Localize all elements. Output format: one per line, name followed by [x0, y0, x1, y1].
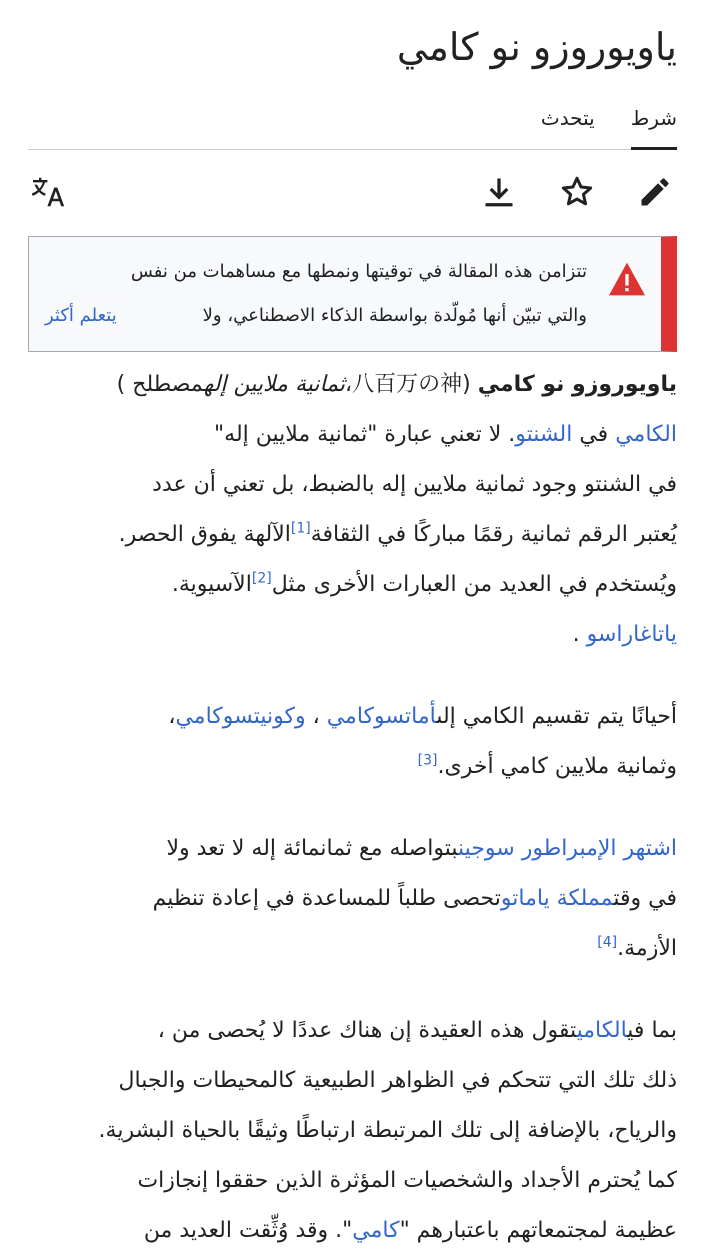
tab-talk[interactable]: يتحدث [540, 106, 595, 130]
text: ويُستخدم في العديد من العبارات الأخرى مثل [271, 572, 677, 597]
learn-more-link[interactable]: يتعلم أكثر [45, 305, 123, 326]
paragraph-2 [28, 692, 677, 792]
text: ، [345, 372, 353, 397]
text: ) [116, 372, 133, 397]
star-icon [559, 174, 595, 210]
paragraph-4 [28, 1006, 677, 1256]
text: تقول هذه العقيدة إن هناك عددًا لا يُحصى من [171, 1018, 577, 1043]
link-yamato-kingdom[interactable]: مملكة ياماتو [500, 886, 614, 911]
paragraph-line [28, 610, 677, 660]
paragraph-line [28, 510, 677, 560]
text: في وقت [613, 886, 677, 911]
link-shinto[interactable]: الشنتو [515, 422, 573, 447]
link-emperor-sujin[interactable]: اشتهر الإمبراطور سوجين [458, 836, 677, 861]
paragraph-line: والرياح، بالإضافة إلى تلك المرتبطة ارتباطًا وثيقًا بالحياة البشرية. [98, 1118, 677, 1143]
notice-fade [121, 301, 161, 331]
paragraph-line [28, 410, 677, 460]
edit-icon [637, 174, 673, 210]
page-tabs [28, 100, 677, 150]
text: ، [157, 1018, 172, 1043]
paragraph-line: في الشنتو وجود ثمانية ملايين إله بالضبط، بل تعني أن عدد [152, 472, 677, 497]
link-kami[interactable]: كامي [352, 1218, 400, 1243]
link-yatagarasu[interactable]: ياتاغاراسو [586, 622, 677, 647]
paragraph-line [28, 1206, 677, 1256]
text: أحيانًا يتم تقسيم الكامي إلى [436, 704, 677, 729]
reference-2[interactable]: [2] [251, 570, 272, 587]
paragraph-line [28, 692, 677, 742]
page-title: ياويوروزو نو كامي [396, 25, 677, 69]
reference-1[interactable]: [1] [290, 520, 311, 537]
text: ". وقد وُثِّقت العديد من [143, 1218, 353, 1243]
link-kunitsukami[interactable]: وكونيتسوكامي [175, 704, 306, 729]
language-button[interactable] [28, 172, 68, 212]
notice-text-line-2: والتي تبيّن أنها مُولّدة بواسطة الذكاء الاصطناعي، ولا [202, 305, 587, 326]
paragraph-line [28, 560, 677, 610]
text: الآلهة يفوق الحصر. [118, 522, 291, 547]
text: في [579, 422, 609, 447]
reference-4[interactable]: [4] [597, 934, 618, 951]
text: تحصى طلباً للمساعدة في إعادة تنظيم [152, 886, 501, 911]
text: الآسيوية. [171, 572, 252, 597]
paragraph-line [28, 360, 677, 410]
text: بتواصله مع ثمانمائة إله لا تعد ولا [166, 836, 459, 861]
paragraph-line [28, 874, 677, 924]
paragraph-line [28, 824, 677, 874]
paragraph-line: ذلك تلك التي تتحكم في الظواهر الطبيعية كالمحيطات والجبال [118, 1068, 677, 1093]
paragraph-line: كما يُحترم الأجداد والشخصيات المؤثرة الذين حققوا إنجازات [137, 1168, 677, 1193]
text: . لا تعني عبارة "ثمانية ملايين إله" [214, 422, 516, 447]
warning-icon [607, 261, 647, 297]
text: يُعتبر الرقم ثمانية رقمًا مباركًا في الثقافة [310, 522, 677, 547]
article-subject: ياويوروزو نو كامي [477, 372, 677, 397]
link-kami[interactable]: الكامي [615, 422, 677, 447]
paragraph-line [28, 924, 677, 974]
paragraph-line [28, 742, 677, 792]
text: مصطلح [132, 372, 204, 397]
text: الأزمة. [617, 936, 677, 961]
download-icon [481, 174, 517, 210]
download-button[interactable] [479, 172, 519, 212]
link-amatsukami[interactable]: أماتسوكامي [326, 704, 437, 729]
link-kami[interactable]: الكامي [576, 1018, 628, 1043]
translation-italic: ثمانية ملايين إله [203, 372, 346, 397]
kanji-term: 八百万の神 [352, 372, 463, 397]
text: ، [168, 704, 176, 729]
text: عظيمة لمجتمعاتهم باعتبارهم " [399, 1218, 677, 1243]
text: ( [462, 372, 478, 397]
text: . [572, 622, 587, 647]
text: وثمانية ملايين كامي أخرى. [437, 754, 677, 779]
article-body [28, 360, 677, 1256]
translate-icon [30, 174, 66, 210]
text: ، [305, 704, 327, 729]
notice-text-line-1: تتزامن هذه المقالة في توقيتها ونمطها مع مساهمات من نفس [130, 261, 587, 282]
reference-3[interactable]: [3] [417, 752, 438, 769]
ai-warning-notice [28, 236, 677, 352]
tab-article[interactable]: شرط [631, 100, 677, 149]
edit-button[interactable] [635, 172, 675, 212]
text: بما في [627, 1018, 677, 1043]
paragraph-line [28, 1006, 677, 1056]
watch-button[interactable] [557, 172, 597, 212]
paragraph-1 [28, 360, 677, 660]
page-toolbar [28, 168, 677, 218]
paragraph-3 [28, 824, 677, 974]
